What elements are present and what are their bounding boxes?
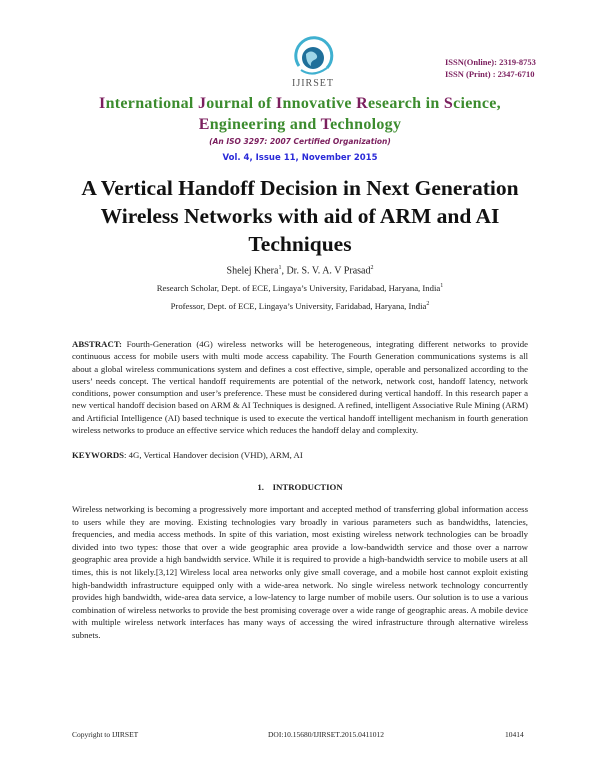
abstract: [72, 338, 528, 436]
logo-text: IJIRSET: [292, 78, 334, 89]
journal-name-segment: J: [197, 95, 207, 112]
keywords-label: KEYWORDS: [72, 450, 125, 460]
keywords: [72, 450, 528, 460]
affiliation-text: Professor, Dept. of ECE, Lingaya’s University, Faridabad, Haryana, India: [170, 301, 427, 311]
issn-block: [445, 56, 536, 80]
affiliation: [0, 301, 600, 311]
authors: [0, 265, 600, 276]
journal-name-segment: cience,: [453, 95, 501, 112]
journal-logo: [283, 36, 343, 98]
globe-icon: [291, 36, 335, 80]
paper-title: A Vertical Handoff Decision in Next Generation Wireless Networks with aid of ARM and AI Techniques: [81, 176, 519, 256]
journal-name-segment: R: [356, 95, 368, 112]
journal-name-segment: E: [198, 116, 210, 133]
journal-name-segment: nnovative: [282, 95, 357, 112]
intro-paragraph: Wireless networking is becoming a progressively more important and accepted method of transferring global information access to users while they are moving. Existing technologies vary broadly in various parameters such as bandwidths, latencies, frequencies, and media access methods. In spite of this variation, most existing wireless network technologies can be broadly divided into two types: those that over a wide geographic area provide a low-bandwidth service and those over a narrow geographic area provide a high bandwidth service. While it is required to provide a high-bandwidth service to mobile users at all times, this is not likely.[3,12] Wireless local area networks only give small coverage, and a mobile host cannot exploit existing high-bandwidth infrastructure equipped only with a wide-area network. No single wireless network technology concurrently provides high bandwidth, wide-area data service, a low-latency to large number of mobile users. Our solution is to use a various combination of wireless networks to provide the best promising coverage over a wide range of geographic areas. A mobile device with multiple wireless network interfaces has many ways of accessing the wired infrastructure through alternative wireless subnets.: [72, 504, 528, 640]
author-name: , Dr. S. V. A. V Prasad: [281, 265, 371, 277]
affiliation-text: Research Scholar, Dept. of ECE, Lingaya’s University, Faridabad, Haryana, India: [156, 283, 441, 293]
issn-print: ISSN (Print) : 2347-6710: [445, 69, 535, 79]
affiliation: [0, 283, 600, 293]
journal-name: [40, 93, 560, 135]
issn-online: ISSN(Online): 2319-8753: [445, 57, 536, 67]
section-heading: 1. INTRODUCTION: [257, 482, 343, 492]
journal-name-segment: echnology: [330, 116, 402, 133]
author-name: Shelej Khera: [226, 265, 279, 277]
author-sup: 1: [278, 265, 282, 271]
footer-doi: DOI:10.15680/IJIRSET.2015.0411012: [268, 730, 385, 739]
author-sup: 2: [370, 265, 374, 271]
footer-copyright: Copyright to IJIRSET: [72, 730, 139, 739]
journal-name-segment: T: [320, 116, 331, 133]
journal-name-segment: ournal of: [206, 95, 276, 112]
journal-name-segment: S: [443, 95, 454, 112]
keywords-text: : 4G, Vertical Handover decision (VHD), ARM, AI: [124, 450, 303, 460]
journal-name-segment: nternational: [105, 95, 198, 112]
iso-certification: (An ISO 3297: 2007 Certified Organization): [209, 137, 391, 146]
journal-name-segment: I: [275, 95, 283, 112]
abstract-text: Fourth-Generation (4G) wireless networks will be heterogeneous, integrating different networks to provide continuous access for mobile users with multi mode access capability. The Fourth Generation communications systems is all about a global wireless communications system and defines a cost effective, simple, operable and personalized according to the users’ needs concept. The vertical handoff requirements are potential of the network, network cost, handoff latency, network conditions, power consumption and user’s preference. These must be considered during vertical handoff. In this research paper a new vertical handoff decision based on ARM & AI Techniques is designed. A refined, intelligent Associative Rule Mining (ARM) and Artificial Intelligence (AI) based technique is used to execute the vertical handoff intelligent mechanism in fourth generation wireless networks to produce an effective service which reduces the handoff delay and complexity.: [72, 339, 529, 436]
journal-name-segment: ngineering and: [209, 116, 321, 133]
affiliation-sup: 1: [440, 283, 444, 290]
volume-issue: Vol. 4, Issue 11, November 2015: [222, 153, 378, 163]
affiliation-sup: 2: [426, 301, 430, 308]
journal-name-segment: I: [99, 95, 106, 112]
journal-name-segment: esearch in: [367, 95, 444, 112]
abstract-label: ABSTRACT:: [72, 339, 122, 349]
footer-page-number: 10414: [505, 730, 524, 739]
